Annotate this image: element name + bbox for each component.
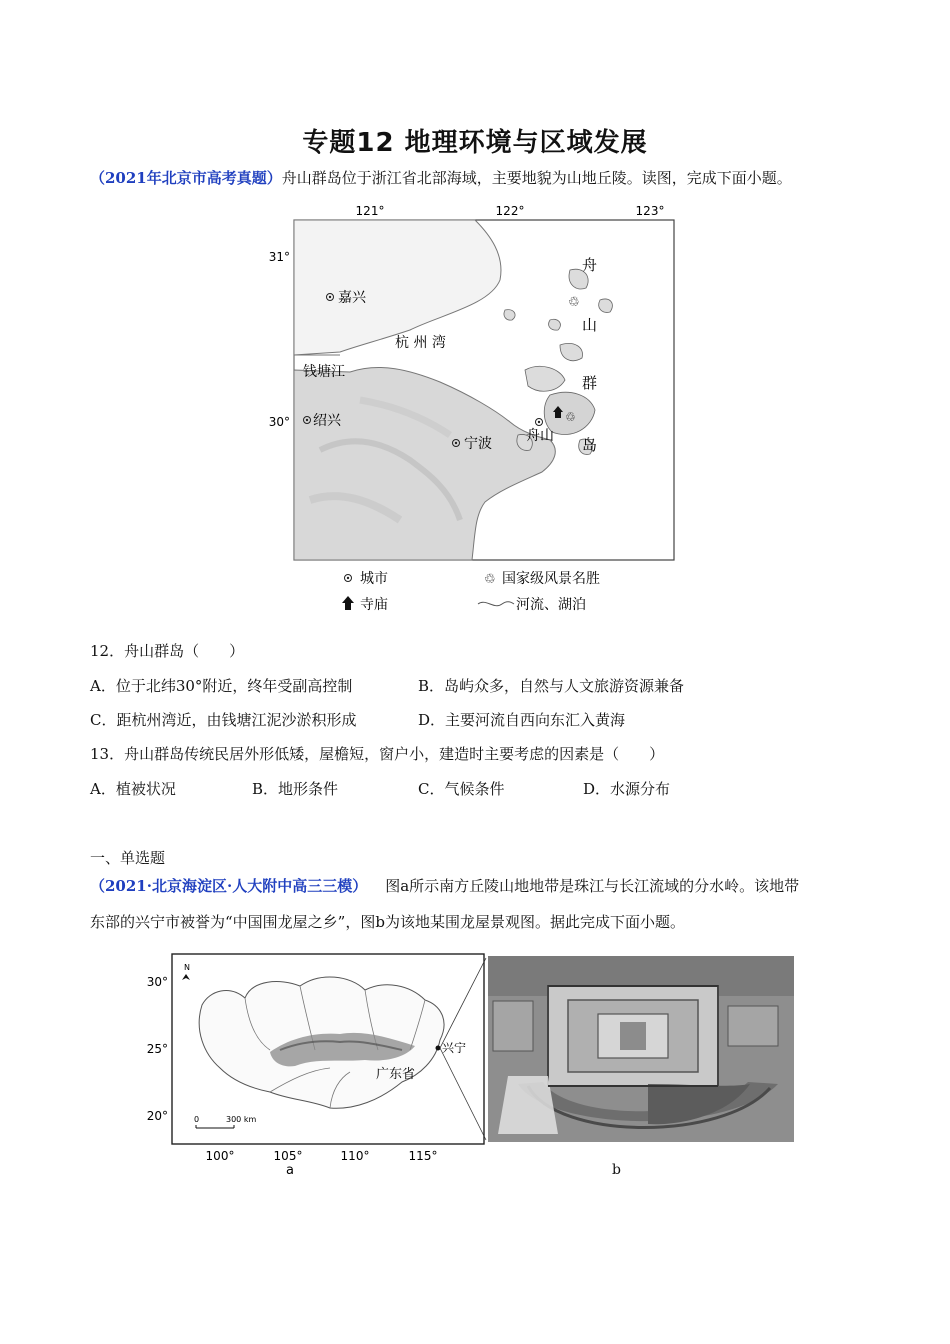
section-heading: 一、单选题 <box>90 849 166 867</box>
label-zhoushan-city: 舟山 <box>526 428 554 444</box>
q13-option-c[interactable]: C．气候条件 <box>418 780 505 798</box>
lat-31: 31° <box>268 250 290 264</box>
lon-123: 123° <box>635 204 665 218</box>
label-archipelago-1: 舟 <box>582 256 598 274</box>
caption-b: b <box>612 1162 621 1178</box>
lon-115: 115° <box>408 1149 438 1163</box>
legend-scenic: 国家级风景名胜 <box>502 571 600 587</box>
q12-option-a[interactable]: A．位于北纬30°附近，终年受副高控制 <box>90 677 353 695</box>
svg-text:300 km: 300 km <box>226 1115 257 1124</box>
xingning-marker <box>436 1046 441 1051</box>
lon-122: 122° <box>495 204 525 218</box>
scenic-spot-icon: ♲ <box>568 295 580 310</box>
legend-temple-icon <box>342 596 354 610</box>
label-archipelago-4: 岛 <box>582 436 598 454</box>
intro-1-source: （2021年北京市高考真题） <box>90 169 282 187</box>
lon-105: 105° <box>273 1149 303 1163</box>
label-qiantang: 钱塘江 <box>303 364 345 380</box>
label-ningbo: 宁波 <box>464 436 492 452</box>
lat-30: 30° <box>268 415 290 429</box>
intro-2-line-1 <box>90 876 799 896</box>
q12-option-d[interactable]: D．主要河流自西向东汇入黄海 <box>418 711 626 729</box>
intro-1 <box>90 168 792 188</box>
lon-121: 121° <box>355 204 385 218</box>
label-archipelago-3: 群 <box>582 374 598 392</box>
lat-25: 25° <box>146 1042 168 1056</box>
q13-option-a[interactable]: A．植被状况 <box>90 780 176 798</box>
intro-1-text: 舟山群岛位于浙江省北部海域，主要地貌为山地丘陵。读图，完成下面小题。 <box>281 169 792 187</box>
legend-temple: 寺庙 <box>360 597 388 613</box>
lat-20: 20° <box>146 1109 168 1123</box>
legend-city: 城市 <box>360 571 388 587</box>
label-shaoxing: 绍兴 <box>313 413 341 429</box>
lon-110: 110° <box>340 1149 370 1163</box>
q12-stem: 12．舟山群岛（ ） <box>90 642 245 660</box>
q12-option-b[interactable]: B．岛屿众多，自然与人文旅游资源兼备 <box>418 677 685 695</box>
hills-map-a <box>140 950 490 1180</box>
label-xingning: 兴宁 <box>442 1041 467 1055</box>
q12-option-c[interactable]: C．距杭州湾近，由钱塘江泥沙淤积形成 <box>90 711 357 729</box>
map-legend <box>342 570 600 613</box>
svg-text:N: N <box>184 963 190 972</box>
intro-2-source: （2021·北京海淀区·人大附中高三三模） <box>90 877 368 895</box>
legend-river: 河流、湖泊 <box>516 597 586 613</box>
page-title: 专题12 地理环境与区域发展 <box>302 128 648 158</box>
scenic-spot-icon-2: ♲ <box>565 410 576 424</box>
q13-option-d[interactable]: D．水源分布 <box>583 780 671 798</box>
lon-100: 100° <box>205 1149 235 1163</box>
label-archipelago-2: 山 <box>582 316 598 334</box>
lat-30: 30° <box>146 975 168 989</box>
caption-a: a <box>286 1163 294 1178</box>
intro-2-text-2: 东部的兴宁市被誉为“中国围龙屋之乡”，图b为该地某围龙屋景观图。据此完成下面小题。 <box>90 913 685 931</box>
zhoushan-map <box>260 200 690 620</box>
label-jiaxing: 嘉兴 <box>338 290 366 306</box>
legend-scenic-icon: ♲ <box>484 572 496 587</box>
label-hangzhou-bay: 杭 州 湾 <box>395 335 446 351</box>
svg-text:0: 0 <box>194 1115 200 1124</box>
weilongwu-photo-b <box>488 956 794 1142</box>
label-guangdong: 广东省 <box>376 1067 416 1082</box>
intro-2-text-1: 图a所示南方丘陵山地地带是珠江与长江流域的分水岭。该地带 <box>385 877 800 895</box>
q13-stem: 13．舟山群岛传统民居外形低矮，屋檐短，窗户小，建造时主要考虑的因素是（ ） <box>90 745 665 763</box>
q13-option-b[interactable]: B．地形条件 <box>252 780 339 798</box>
legend-river-icon <box>478 602 514 606</box>
